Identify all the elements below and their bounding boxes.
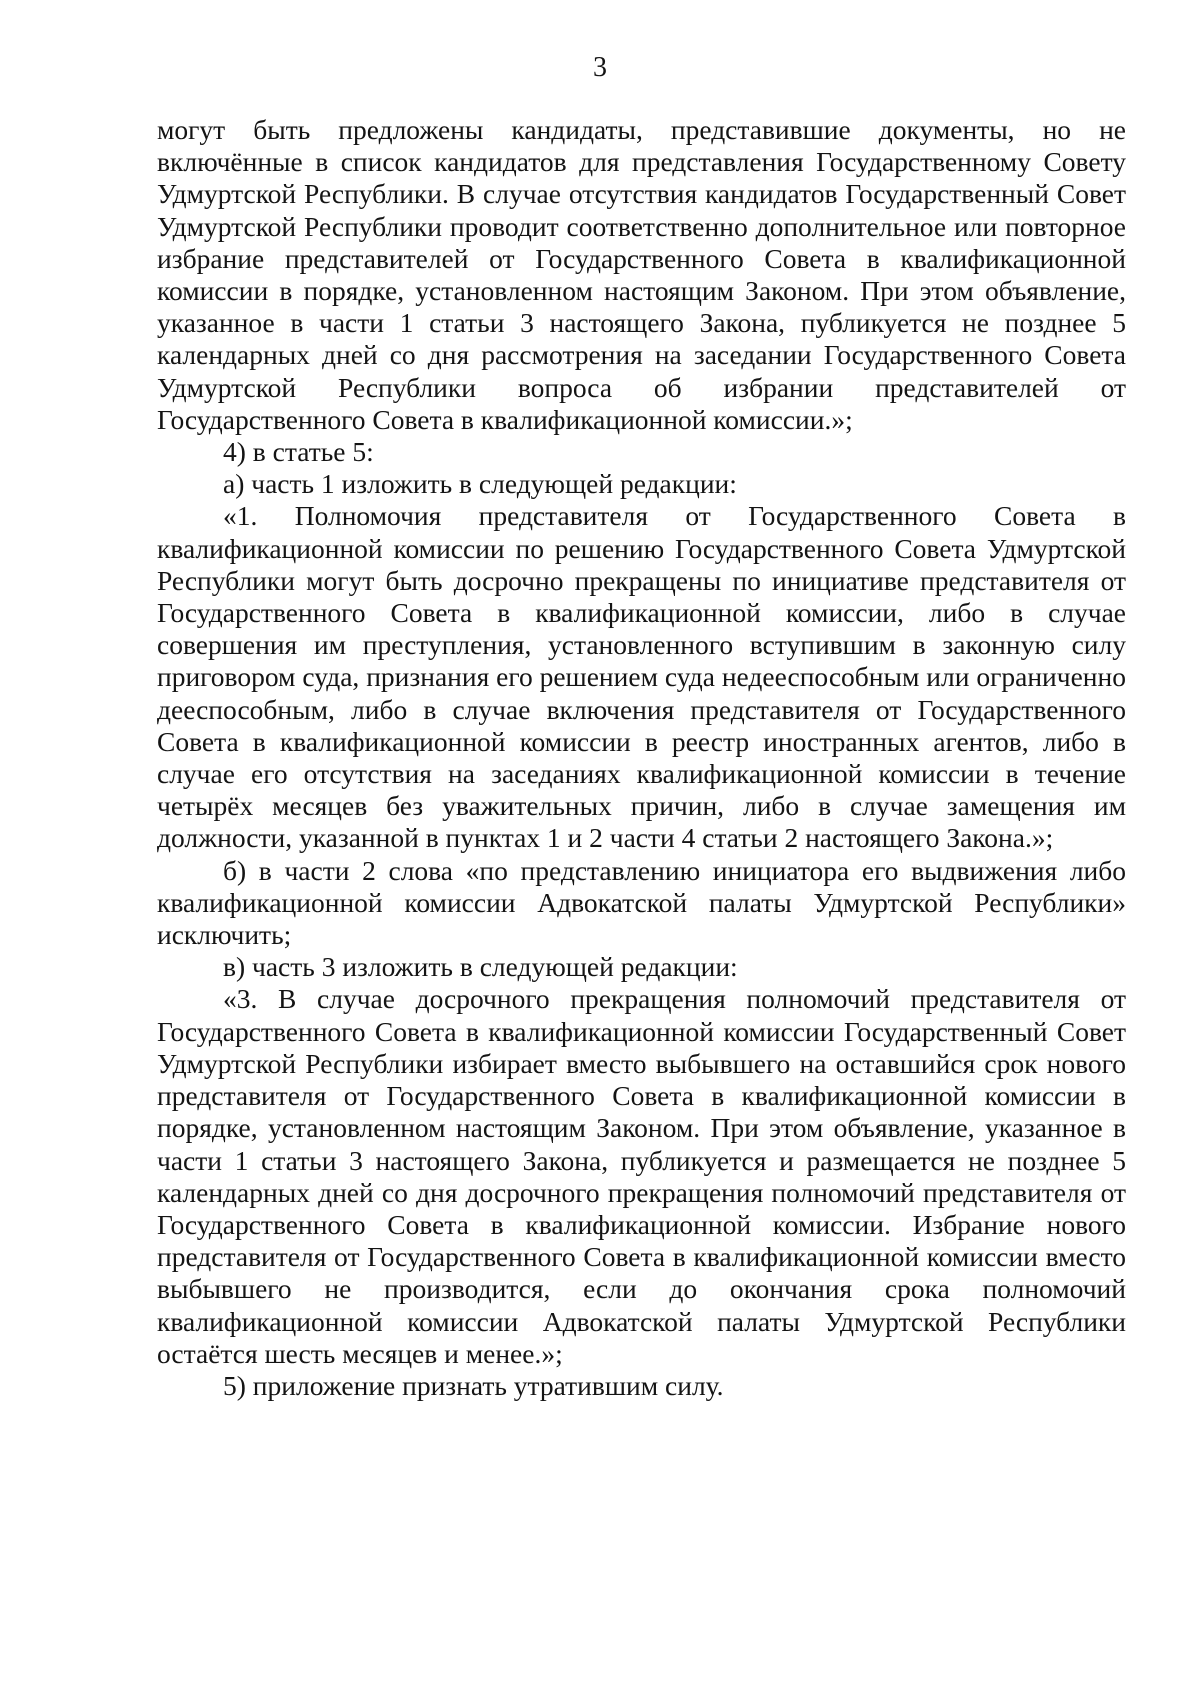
paragraph-item-4: 4) в статье 5: [223, 436, 374, 468]
paragraph-part-3-text: «3. В случае досрочного прекращения полномочий представителя от Государственного Совета в квалификационной комиссии Государственный Совет Удмуртской Республики избирает вместо выбывшего на оставшийся срок нового представителя от Государственного Совета в квалификационной комиссии в порядке, установленном настоящим Законом. При этом объявление, указанное в части 1 статьи 3 настоящего Закона, публикуется и размещается не позднее 5 календарных дней со дня досрочного прекращения полномочий представителя от Государственного Совета в квалификационной комиссии. Избрание нового представителя от Государственного Совета в квалификационной комиссии вместо выбывшего не производится, если до окончания срока полномочий квалификационной комиссии Адвокатской палаты Удмуртской Республики остаётся шесть месяцев и менее.»; [157, 983, 1126, 1369]
paragraph-subitem-b: б) в части 2 слова «по представлению инициатора его выдвижения либо квалификационной комиссии Адвокатской палаты Удмуртской Республики» исключить; [157, 854, 1126, 951]
page-number: 3 [593, 52, 607, 83]
paragraph-subitem-a: а) часть 1 изложить в следующей редакции: [223, 468, 737, 500]
paragraph-item-5: 5) приложение признать утратившим силу. [223, 1369, 724, 1401]
paragraph-continuation: могут быть предложены кандидаты, представившие документы, но не включённые в список кандидатов для представления Государственному Совету Удмуртской Республики. В случае отсутствия кандидатов Государственный Совет Удмуртской Республики проводит соответственно дополнительное или повторное избрание представителей от Государственного Совета в квалификационной комиссии в порядке, установленном настоящим Законом. При этом объявление, указанное в части 1 статьи 3 настоящего Закона, публикуется не позднее 5 календарных дней со дня рассмотрения на заседании Государственного Совета Удмуртской Республики вопроса об избрании представителей от Государственного Совета в квалификационной комиссии.»; [157, 114, 1126, 435]
document-body [157, 114, 1126, 1402]
paragraph-subitem-v: в) часть 3 изложить в следующей редакции: [223, 951, 738, 983]
paragraph-part-1-text: «1. Полномочия представителя от Государственного Совета в квалификационной комиссии по решению Государственного Совета Удмуртской Республики могут быть досрочно прекращены по инициативе представителя от Государственного Совета в квалификационной комиссии, либо в случае совершения им преступления, установленного вступившим в законную силу приговором суда, признания его решением суда недееспособным или ограниченно дееспособным, либо в случае включения представителя от Государственного Совета в квалификационной комиссии в реестр иностранных агентов, либо в случае его отсутствия на заседаниях квалификационной комиссии в течение четырёх месяцев без уважительных причин, либо в случае замещения им должности, указанной в пунктах 1 и 2 части 4 статьи 2 настоящего Закона.»; [157, 500, 1126, 854]
